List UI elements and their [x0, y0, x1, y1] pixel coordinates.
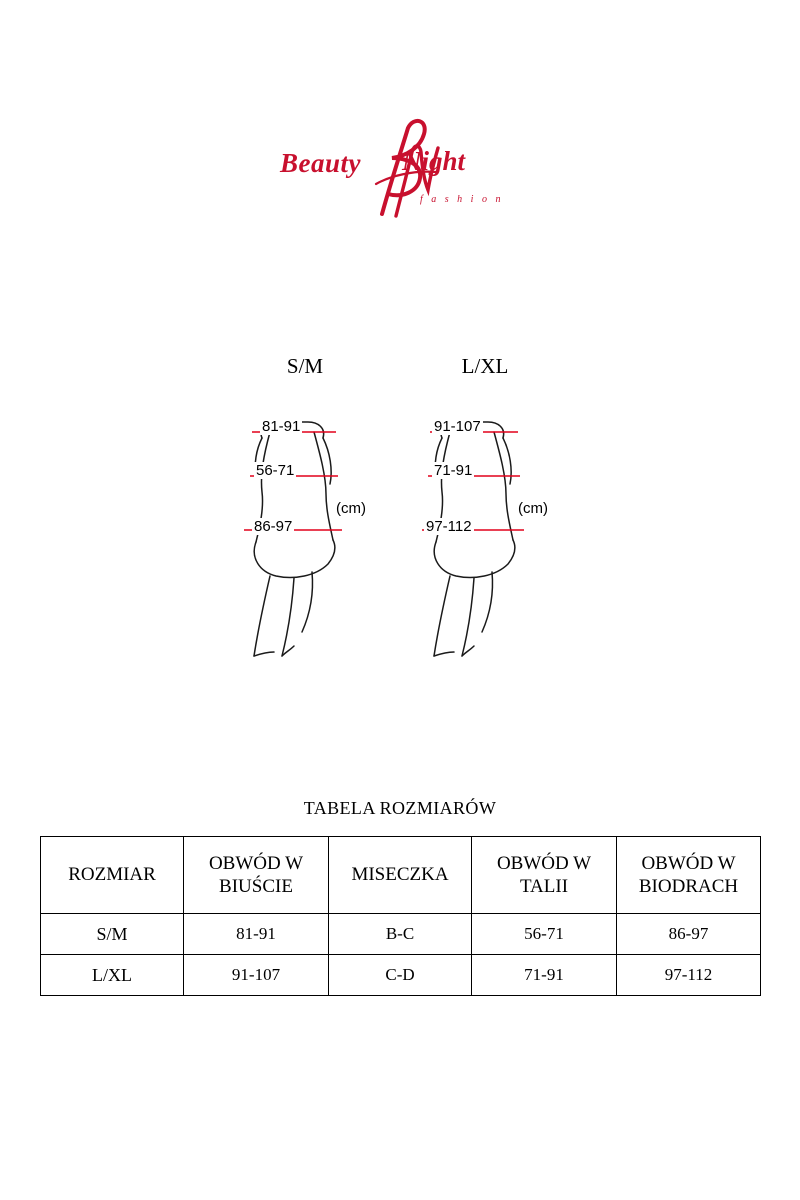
figure-lxl-silhouette	[370, 380, 600, 660]
figure-sm-title: S/M	[286, 354, 324, 378]
figure-sm-bust-value: 81-91	[262, 418, 301, 435]
figure-lxl-bust-value: 91-107	[434, 418, 481, 435]
cell-bust: 81-91	[184, 914, 329, 955]
figure-lxl-title: L/XL	[461, 354, 509, 378]
cell-cup: C-D	[329, 955, 472, 996]
column-header-waist: OBWÓD W TALII	[472, 837, 617, 914]
brand-logo	[0, 110, 800, 240]
cell-hips: 97-112	[617, 955, 761, 996]
figure-diagrams	[0, 340, 800, 660]
logo-monogram-icon	[362, 118, 452, 222]
table-row	[41, 955, 761, 996]
size-table	[40, 836, 761, 996]
cell-hips: 86-97	[617, 914, 761, 955]
figure-lxl	[370, 340, 600, 660]
column-header-bust: OBWÓD W BIUŚCIE	[184, 837, 329, 914]
table-row	[41, 914, 761, 955]
figure-sm-unit: (cm)	[336, 500, 366, 517]
column-header-hips: OBWÓD W BIODRACH	[617, 837, 761, 914]
logo-tagline: f a s h i o n	[420, 194, 504, 205]
figure-sm-hips-value: 86-97	[254, 518, 293, 535]
column-header-size: ROZMIAR	[41, 837, 184, 914]
logo-word-beauty: Beauty	[280, 148, 361, 178]
cell-size: S/M	[41, 914, 184, 955]
figure-lxl-unit: (cm)	[518, 500, 548, 517]
size-table-title: TABELA ROZMIARÓW	[303, 798, 497, 818]
figure-lxl-hips-value: 97-112	[426, 518, 472, 535]
cell-cup: B-C	[329, 914, 472, 955]
cell-size: L/XL	[41, 955, 184, 996]
table-header-row	[41, 837, 761, 914]
logo-word-night: Night	[402, 146, 466, 176]
cell-bust: 91-107	[184, 955, 329, 996]
figure-sm-waist-value: 56-71	[256, 462, 295, 479]
logo-graphic	[280, 120, 520, 230]
cell-waist: 56-71	[472, 914, 617, 955]
cell-waist: 71-91	[472, 955, 617, 996]
figure-lxl-waist-value: 71-91	[434, 462, 473, 479]
column-header-cup: MISECZKA	[329, 837, 472, 914]
